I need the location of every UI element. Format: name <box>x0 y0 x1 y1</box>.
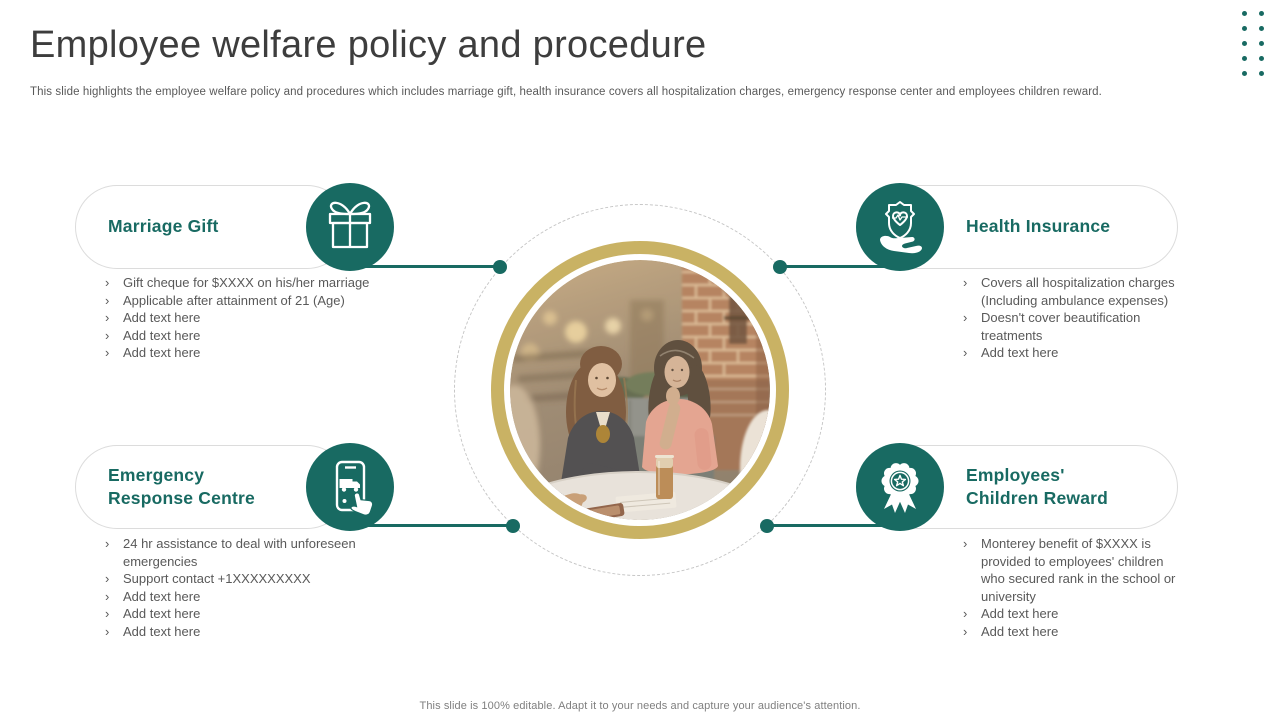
connector-dot-health <box>773 260 787 274</box>
bullet-item: › Monterey benefit of $XXXX is provided to employees' children who secured rank in the school or university <box>963 536 1176 604</box>
connector-dot-emergency <box>506 519 520 533</box>
corner-dot <box>1242 41 1247 46</box>
bullet-item: › Add text here <box>963 345 1059 361</box>
bullet-item: › Gift cheque for $XXXX on his/her marriage <box>105 275 370 290</box>
bullet-list-emergency-response <box>105 535 395 641</box>
bullet-item: › Add text here <box>963 623 1059 639</box>
bullet-chevron: › <box>105 345 110 361</box>
bullet-item: › Add text here <box>105 310 201 326</box>
footer-note: This slide is 100% editable. Adapt it to your needs and capture your audience's attention. <box>419 700 861 712</box>
bullet-chevron: › <box>963 310 968 326</box>
bullet-list-children-reward <box>963 535 1185 641</box>
bullet-chevron: › <box>105 327 110 343</box>
bullet-chevron: › <box>105 623 110 639</box>
bullet-item: › Add text here <box>105 606 201 622</box>
corner-dot <box>1259 11 1264 16</box>
corner-dot <box>1259 41 1264 46</box>
award-ribbon-icon <box>856 443 944 531</box>
bullet-item: › Add text here <box>105 623 201 639</box>
bullet-item: › Applicable after attainment of 21 (Age) <box>105 292 345 308</box>
bullet-item: › Doesn't cover beautification treatments <box>963 310 1141 343</box>
section-title: Employees' Children Reward <box>966 464 1109 508</box>
bullet-item: › Add text here <box>105 588 201 604</box>
corner-dot <box>1259 56 1264 61</box>
bullet-chevron: › <box>105 571 110 587</box>
bullet-item: › Add text here <box>105 327 201 343</box>
bullet-list-marriage-gift <box>105 274 425 362</box>
corner-dot <box>1242 11 1247 16</box>
bullet-chevron: › <box>105 606 110 622</box>
center-photo-ring <box>491 241 789 539</box>
bullet-chevron: › <box>105 310 110 326</box>
bullet-item: › 24 hr assistance to deal with unforeseen emergencies <box>105 536 356 569</box>
page-title: Employee welfare policy and procedure <box>30 24 707 66</box>
bullet-chevron: › <box>105 275 110 290</box>
slide-subtitle: This slide highlights the employee welfare policy and procedures which includes marriage gift, health insurance covers all hospitalization charges, emergency response center and employees children reward. <box>30 86 1102 98</box>
corner-dot <box>1242 71 1247 76</box>
bullet-chevron: › <box>105 588 110 604</box>
corner-dots-decoration <box>1242 11 1265 77</box>
section-title: Marriage Gift <box>108 216 219 237</box>
bullet-chevron: › <box>963 345 968 361</box>
bullet-chevron: › <box>105 536 110 551</box>
corner-dot <box>1259 26 1264 31</box>
phone-ambulance-icon <box>306 443 394 531</box>
gift-icon <box>306 183 394 271</box>
bullet-item: › Covers all hospitalization charges (Including ambulance expenses) <box>963 275 1175 308</box>
shield-hand-icon <box>856 183 944 271</box>
corner-dot <box>1242 56 1247 61</box>
bullet-item: › Add text here <box>105 345 201 361</box>
section-title: Emergency Response Centre <box>108 464 255 508</box>
center-photo <box>510 260 770 520</box>
bullet-item: › Add text here <box>963 606 1059 622</box>
bullet-chevron: › <box>105 292 110 308</box>
bullet-chevron: › <box>963 623 968 639</box>
corner-dot <box>1242 26 1247 31</box>
bullet-chevron: › <box>963 275 968 290</box>
connector-dot-marriage <box>493 260 507 274</box>
bullet-item: › Support contact +1XXXXXXXXX <box>105 571 311 587</box>
bullet-chevron: › <box>963 606 968 622</box>
corner-dot <box>1259 71 1264 76</box>
bullet-list-health-insurance <box>963 274 1181 362</box>
connector-dot-reward <box>760 519 774 533</box>
bullet-chevron: › <box>963 536 968 551</box>
section-title: Health Insurance <box>966 216 1111 237</box>
